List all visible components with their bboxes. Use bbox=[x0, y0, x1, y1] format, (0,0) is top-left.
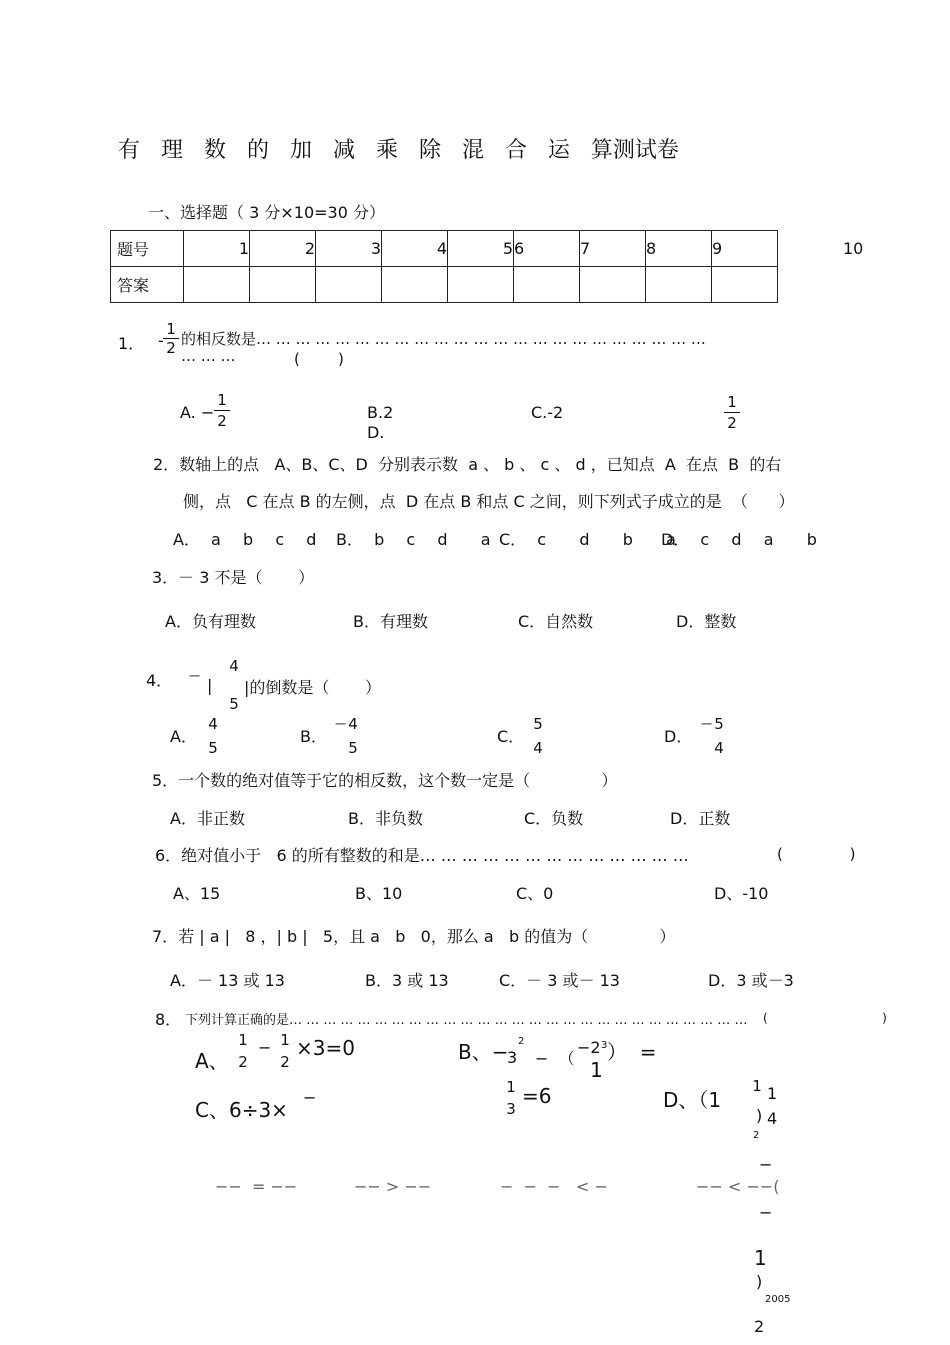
q1-frac-den: 2 bbox=[166, 339, 176, 357]
q8-option-a-den2: 2 bbox=[280, 1053, 290, 1071]
q8-col-minus1: − bbox=[759, 1155, 773, 1174]
q1-dots: … … … bbox=[181, 347, 236, 365]
q8-option-b-exp: 2 bbox=[518, 1036, 525, 1047]
q5-option-b: B．非负数 bbox=[348, 809, 423, 828]
q8-option-c-minus: − bbox=[303, 1088, 317, 1107]
q8-option-d-label: D、（1 bbox=[663, 1088, 722, 1112]
answer-cell[interactable] bbox=[316, 267, 382, 303]
answer-cell[interactable] bbox=[382, 267, 448, 303]
q8-row-a: −− = −− bbox=[215, 1177, 298, 1196]
q4-option-b-num: 4 bbox=[348, 715, 358, 733]
q4-stem: |的倒数是（ ） bbox=[244, 678, 381, 697]
q1-frac-num: 1 bbox=[163, 320, 179, 339]
q4-option-d-den: 4 bbox=[714, 739, 724, 757]
q8-option-c-num: 1 bbox=[506, 1078, 516, 1096]
table-cell: 3 bbox=[316, 231, 382, 267]
q4-number: 4． bbox=[146, 671, 173, 690]
q8-option-a-frac2 bbox=[278, 1030, 292, 1074]
answer-cell[interactable] bbox=[646, 267, 712, 303]
q6-option-d: D、-10 bbox=[714, 884, 769, 903]
q2-option-b: B． b c d a bbox=[336, 530, 491, 549]
q4-option-b-label: B． bbox=[300, 727, 327, 746]
q4-option-c-label: C． bbox=[497, 727, 525, 746]
table-row bbox=[111, 267, 778, 303]
table-number-10: 10 bbox=[843, 239, 864, 258]
q1-option-d-label: D. bbox=[367, 423, 385, 442]
table-cell: 6 bbox=[514, 231, 580, 267]
answer-table bbox=[110, 230, 778, 303]
answer-cell[interactable] bbox=[184, 267, 250, 303]
q4-frac-num: 4 bbox=[229, 657, 239, 675]
q8-option-d-den: 2 bbox=[753, 1130, 760, 1141]
q1-number: 1． bbox=[118, 334, 145, 353]
table-cell: 1 bbox=[184, 231, 250, 267]
table-cell: 4 bbox=[382, 231, 448, 267]
q1-option-d-num: 1 bbox=[724, 392, 740, 413]
q4-option-a-frac bbox=[205, 712, 221, 760]
q4-option-d-frac bbox=[711, 712, 727, 760]
q8-option-c-label: C、6÷3× bbox=[195, 1098, 288, 1122]
q1-option-b: B.2 bbox=[367, 403, 394, 422]
q4-option-b-den: 5 bbox=[348, 739, 358, 757]
table-row bbox=[111, 231, 778, 267]
q8-option-a-minus: − bbox=[258, 1038, 272, 1057]
answer-cell[interactable] bbox=[250, 267, 316, 303]
q6-option-b: B、10 bbox=[355, 884, 403, 903]
table-header-answer: 答案 bbox=[111, 267, 184, 303]
q1-option-a: A. − bbox=[180, 403, 215, 422]
q8-option-c-rest: =6 bbox=[522, 1084, 552, 1108]
q8-number: 8． bbox=[155, 1010, 182, 1029]
q4-frac-den: 5 bbox=[229, 695, 239, 713]
q7-option-d: D．3 或－3 bbox=[708, 971, 794, 990]
q2-line2: 侧，点 C 在点 B 的左侧，点 D 在点 B 和点 C 之间，则下列式子成立的是 （ ） bbox=[183, 492, 795, 511]
q8-option-a-frac1 bbox=[236, 1030, 250, 1074]
q4-option-d-sign: − bbox=[700, 714, 714, 733]
q8-option-a-rest: ×3=0 bbox=[296, 1036, 355, 1060]
q7-option-c: C．－ 3 或－ 13 bbox=[499, 971, 620, 990]
q8-option-b-base: 3 bbox=[507, 1048, 518, 1067]
q8-option-d-num: 1 bbox=[752, 1077, 762, 1095]
table-cell: 5 bbox=[448, 231, 514, 267]
q2-option-d: D． c d a b bbox=[661, 530, 817, 549]
table-cell: 8 bbox=[646, 231, 712, 267]
q4-option-b-sign: − bbox=[334, 714, 348, 733]
q8-option-a-num2: 1 bbox=[280, 1031, 290, 1049]
q5-option-c: C．负数 bbox=[524, 809, 584, 828]
q8-option-b-close: ） = bbox=[607, 1040, 657, 1064]
q2-option-a: A． a b c d bbox=[173, 530, 317, 549]
q8-option-b-value: 1 bbox=[590, 1058, 603, 1082]
q8-option-b-exp2: 3 bbox=[601, 1040, 608, 1051]
q8-stem: 下列计算正确的是… … … … … … … … … … … … … … … … … … … … … … … … … … … bbox=[185, 1013, 748, 1028]
page-title: 有 理 数 的 加 减 乘 除 混 合 运 算测试卷 bbox=[118, 138, 679, 163]
q3-option-d: D．整数 bbox=[676, 612, 737, 631]
q1-option-d-den: 2 bbox=[727, 414, 737, 432]
q8-col-paren: ) bbox=[756, 1272, 763, 1291]
q1-stem: 的相反数是… … … … … … … … … … … … … … … … … … … … … … … bbox=[181, 330, 706, 348]
q6-option-a: A、15 bbox=[173, 884, 221, 903]
q1-fraction bbox=[163, 320, 179, 357]
table-cell: 2 bbox=[250, 231, 316, 267]
q1-option-d-frac bbox=[724, 392, 740, 433]
q6-option-c: C、0 bbox=[516, 884, 554, 903]
q4-option-c-frac bbox=[530, 712, 546, 760]
q2-line1: 2．数轴上的点 A、B、C、D 分别表示数 a 、 b 、 c 、 d ，已知点 A 在点 B 的右 bbox=[153, 455, 782, 474]
q8-option-a-num1: 1 bbox=[238, 1031, 248, 1049]
q3-option-a: A．负有理数 bbox=[165, 612, 256, 631]
q1-option-a-num: 1 bbox=[214, 390, 230, 411]
q4-option-d-num: 5 bbox=[714, 715, 724, 733]
q5-option-d: D．正数 bbox=[670, 809, 731, 828]
q4-option-b-frac bbox=[345, 712, 361, 760]
q8-option-d-close: ) bbox=[756, 1106, 763, 1125]
q1-option-c: C.-2 bbox=[531, 403, 564, 422]
q3-option-c: C．自然数 bbox=[518, 612, 594, 631]
q8-row-b: −− > −− bbox=[354, 1177, 432, 1196]
q4-option-c-num: 5 bbox=[533, 715, 543, 733]
q8-option-d-right: 1 bbox=[767, 1084, 778, 1103]
q7-option-b: B．3 或 13 bbox=[365, 971, 449, 990]
q3-option-b: B．有理数 bbox=[353, 612, 428, 631]
q8-col-exponent: 2005 bbox=[765, 1294, 791, 1305]
q8-option-a-den1: 2 bbox=[238, 1053, 248, 1071]
q1-option-a-den: 2 bbox=[217, 412, 227, 430]
q8-option-b-inner: −2 bbox=[577, 1038, 601, 1057]
q4-option-a-label: A． bbox=[170, 727, 197, 746]
q4-option-a-num: 4 bbox=[208, 715, 218, 733]
q8-option-b-mid: − （ bbox=[535, 1049, 575, 1068]
q5-stem: 5．一个数的绝对值等于它的相反数，这个数一定是（ ） bbox=[152, 771, 618, 790]
answer-cell[interactable] bbox=[712, 267, 778, 303]
q4-option-a-den: 5 bbox=[208, 739, 218, 757]
table-header-number: 题号 bbox=[111, 231, 184, 267]
q8-col-minus2: − bbox=[759, 1203, 773, 1222]
q4-option-d-label: D． bbox=[664, 727, 693, 746]
q1-paren: ( ) bbox=[294, 350, 344, 368]
q8-paren: ( ) bbox=[763, 1011, 887, 1025]
q8-option-a-label: A、 bbox=[195, 1049, 229, 1073]
answer-cell[interactable] bbox=[448, 267, 514, 303]
q3-stem: 3．－ 3 不是（ ） bbox=[152, 568, 315, 587]
q6-paren: ( ) bbox=[777, 845, 856, 863]
q4-bar: | bbox=[207, 676, 213, 695]
q1-sign: - bbox=[158, 331, 164, 350]
q8-row-d: −− < −−( bbox=[696, 1177, 780, 1196]
q6-stem: 6．绝对值小于 6 的所有整数的和是… … … … … … … … … … … … … bbox=[155, 846, 689, 865]
q2-option-c: C． c d b a bbox=[499, 530, 676, 549]
q4-fraction bbox=[226, 656, 242, 712]
table-cell: 7 bbox=[580, 231, 646, 267]
q5-option-a: A．非正数 bbox=[170, 809, 245, 828]
table-cell: 9 bbox=[712, 231, 778, 267]
q7-stem: 7．若 | a | 8 ，| b | 5，且 a b 0，那么 a b 的值为（ ） bbox=[152, 927, 676, 946]
q8-row-c: − − − < − bbox=[500, 1177, 608, 1196]
section-heading: 一、选择题（ 3 分×10=30 分） bbox=[148, 203, 385, 222]
q8-option-c-frac bbox=[504, 1076, 518, 1120]
q8-option-d-frac bbox=[750, 1076, 764, 1096]
q4-option-c-den: 4 bbox=[533, 739, 543, 757]
q8-col-two: 2 bbox=[754, 1317, 765, 1336]
q8-option-d-right2: 4 bbox=[767, 1109, 778, 1128]
q8-option-c-den: 3 bbox=[506, 1100, 516, 1118]
answer-cell[interactable] bbox=[580, 267, 646, 303]
q1-option-a-frac bbox=[214, 390, 230, 431]
answer-cell[interactable] bbox=[514, 267, 580, 303]
q7-option-a: A．－ 13 或 13 bbox=[170, 971, 285, 990]
q4-neg: − bbox=[188, 666, 202, 685]
q8-option-b-label: B、− bbox=[458, 1040, 509, 1064]
q8-col-one: 1 bbox=[754, 1246, 767, 1270]
